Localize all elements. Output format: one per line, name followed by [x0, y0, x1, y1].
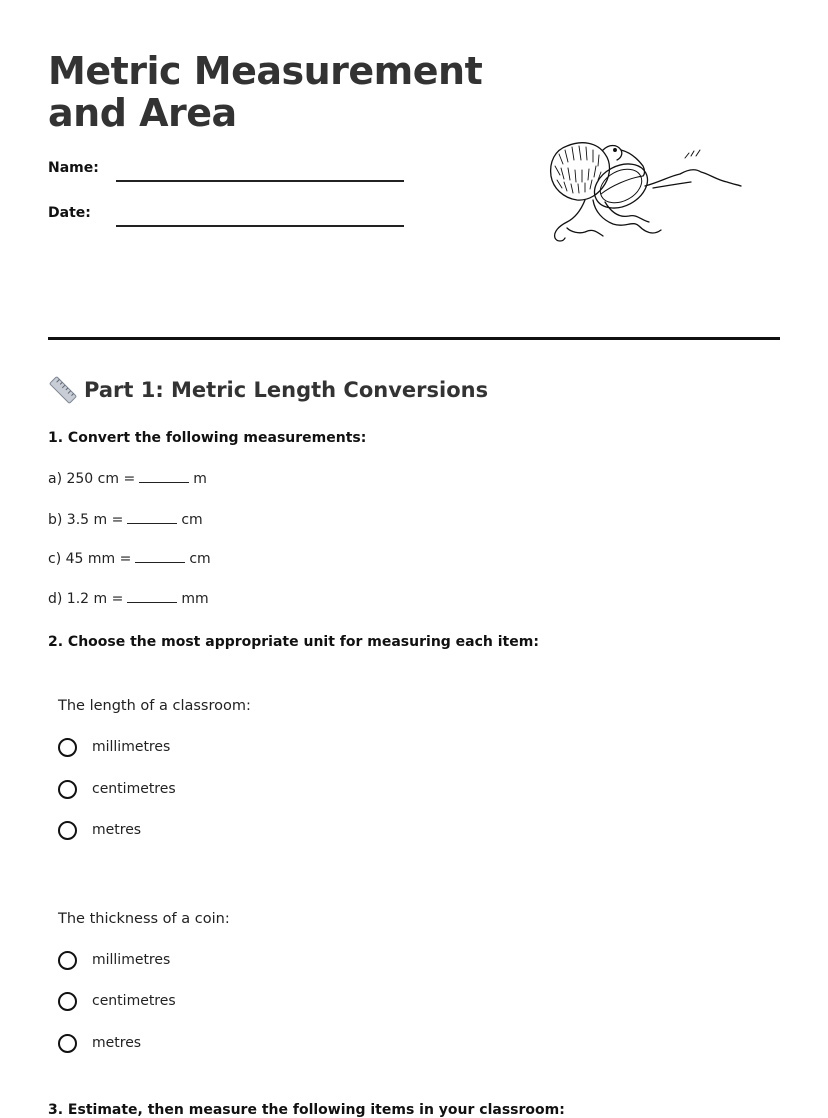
radio-button[interactable]: [58, 780, 77, 799]
question-2-prompt-classroom: The length of a classroom:: [58, 698, 251, 714]
title-line-1: Metric Measurement: [48, 49, 483, 93]
title-line-2: and Area: [48, 91, 237, 135]
date-label: Date:: [48, 205, 91, 221]
conversion-c-unit: cm: [189, 551, 211, 567]
answer-blank-c[interactable]: [135, 550, 185, 563]
name-label: Name:: [48, 160, 99, 176]
question-3-heading: 3. Estimate, then measure the following items in your classroom:: [48, 1102, 565, 1118]
conversion-item-c: [48, 550, 211, 567]
radio-button[interactable]: [58, 1034, 77, 1053]
conversion-b-unit: cm: [181, 512, 203, 528]
radio-label: metres: [92, 1035, 142, 1051]
radio-label: centimetres: [92, 993, 176, 1009]
section-divider: [48, 337, 780, 340]
conversion-item-a: [48, 470, 207, 487]
radio-button[interactable]: [58, 821, 77, 840]
name-field-line[interactable]: [116, 180, 404, 182]
conversion-d-text: d) 1.2 m =: [48, 591, 124, 607]
conversion-a-text: a) 250 cm =: [48, 471, 136, 487]
part1-title: Part 1: Metric Length Conversions: [84, 378, 489, 402]
answer-blank-b[interactable]: [127, 511, 177, 524]
kiwi-bird-with-egg-illustration: [545, 128, 745, 246]
conversion-item-d: [48, 590, 209, 607]
conversion-c-text: c) 45 mm =: [48, 551, 132, 567]
radio-label: millimetres: [92, 952, 171, 968]
radio-button[interactable]: [58, 738, 77, 757]
answer-blank-d[interactable]: [127, 590, 177, 603]
radio-button[interactable]: [58, 951, 77, 970]
ruler-icon: [48, 375, 78, 405]
page-title: [48, 50, 482, 134]
answer-blank-a[interactable]: [139, 470, 189, 483]
radio-option[interactable]: [58, 735, 170, 759]
radio-option[interactable]: [58, 948, 170, 972]
conversion-item-b: [48, 511, 203, 528]
conversion-a-unit: m: [193, 471, 207, 487]
radio-option[interactable]: [58, 1031, 141, 1055]
radio-option[interactable]: [58, 818, 141, 842]
radio-label: centimetres: [92, 781, 176, 797]
radio-label: metres: [92, 822, 142, 838]
date-field-line[interactable]: [116, 225, 404, 227]
question-2-prompt-coin: The thickness of a coin:: [58, 911, 230, 927]
question-2-heading: 2. Choose the most appropriate unit for measuring each item:: [48, 634, 539, 650]
part1-header: [48, 374, 488, 406]
conversion-d-unit: mm: [181, 591, 209, 607]
radio-option[interactable]: [58, 989, 176, 1013]
question-1-heading: 1. Convert the following measurements:: [48, 430, 367, 446]
radio-button[interactable]: [58, 992, 77, 1011]
radio-option[interactable]: [58, 777, 176, 801]
radio-label: millimetres: [92, 739, 171, 755]
conversion-b-text: b) 3.5 m =: [48, 512, 124, 528]
